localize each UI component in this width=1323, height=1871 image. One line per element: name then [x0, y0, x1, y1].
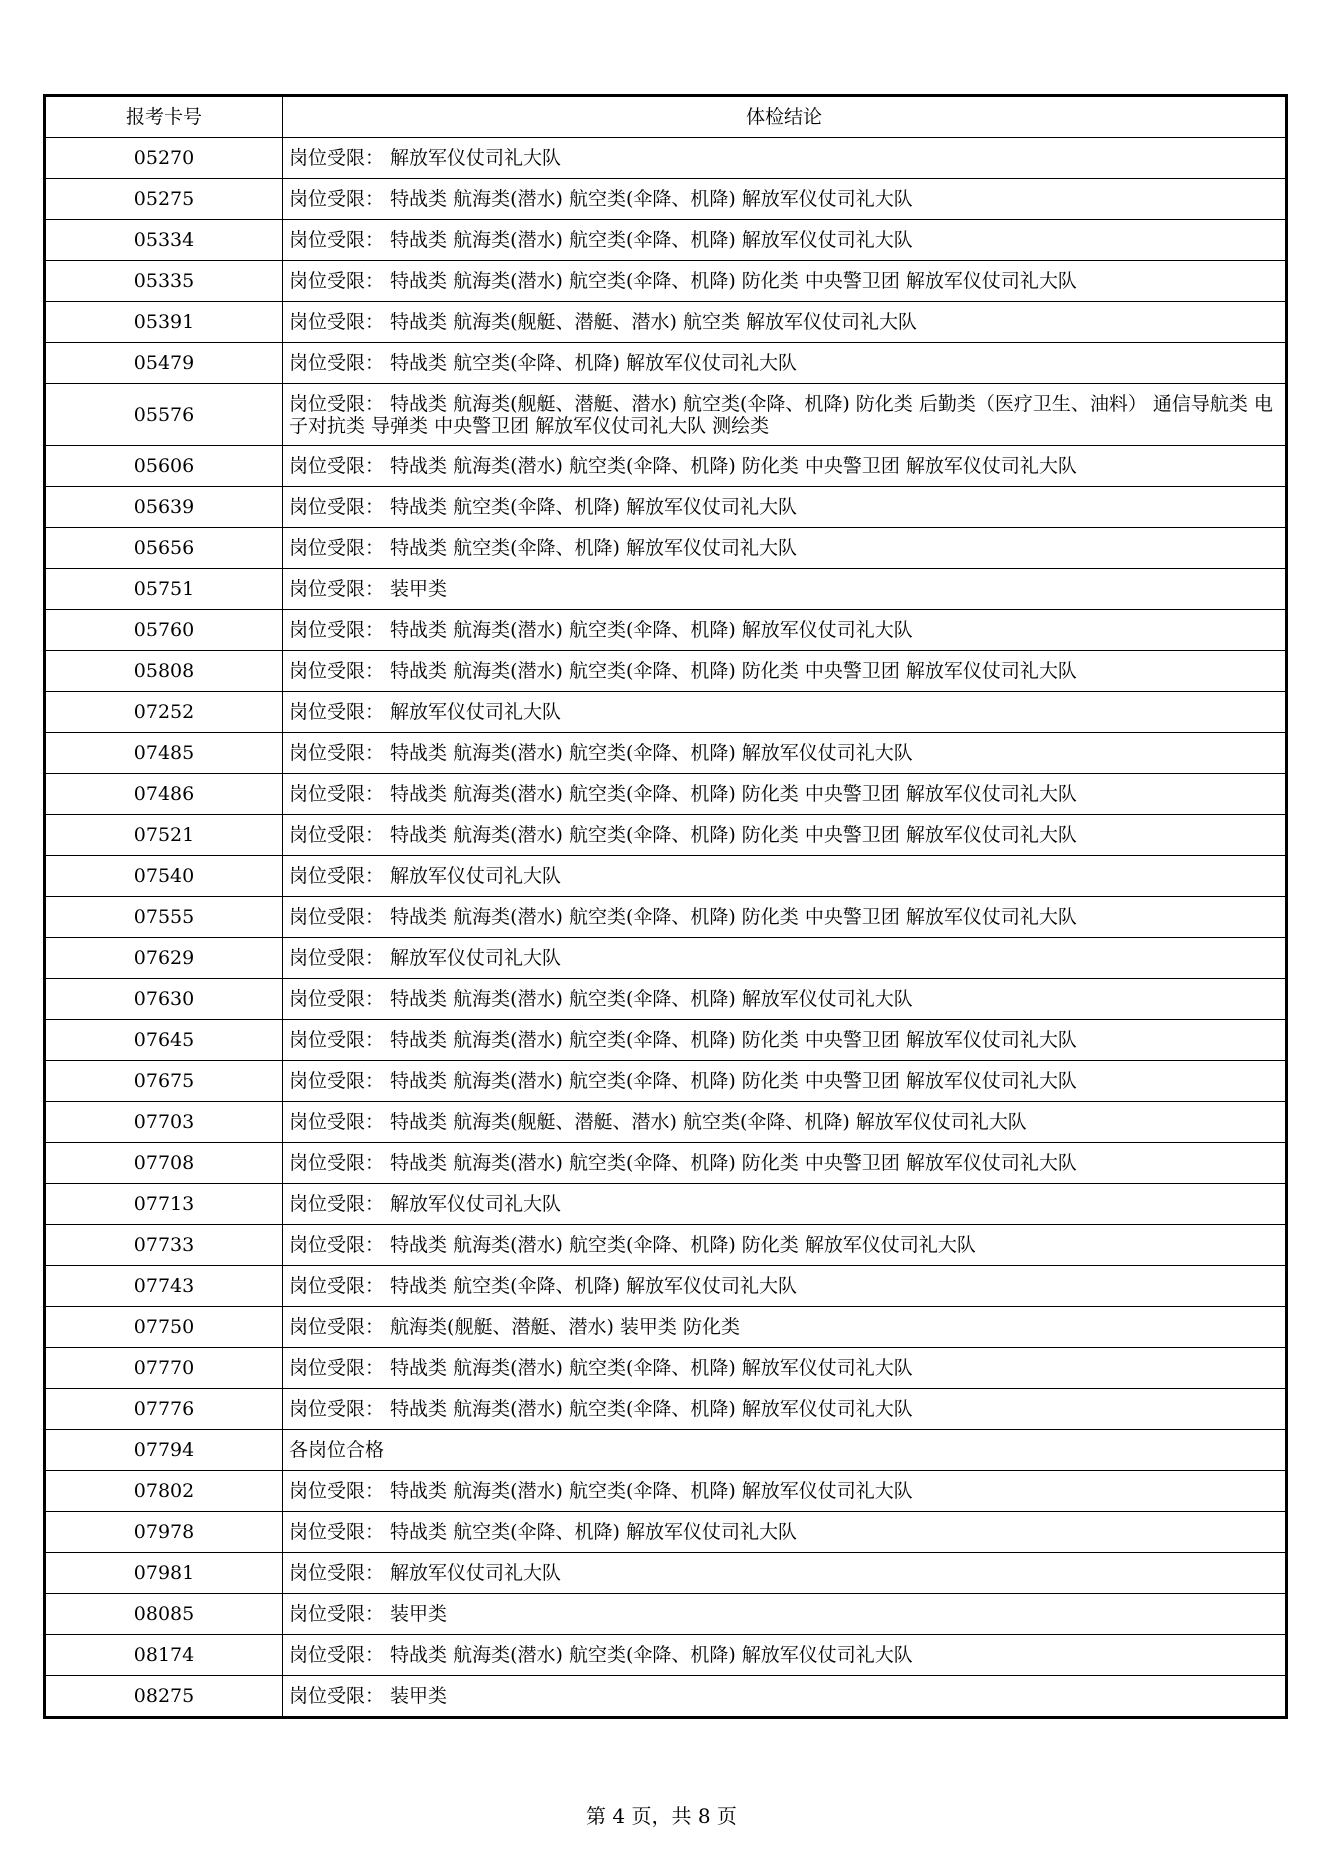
card-number-cell: 05760 [45, 610, 283, 651]
table-row [45, 569, 1287, 610]
conclusion-cell: 岗位受限： 特战类 航海类(潜水) 航空类(伞降、机降) 防化类 解放军仪仗司礼大队 [283, 1225, 1287, 1266]
conclusion-cell: 岗位受限： 解放军仪仗司礼大队 [283, 1553, 1287, 1594]
table-row [45, 1143, 1287, 1184]
conclusion-cell: 岗位受限： 特战类 航空类(伞降、机降) 解放军仪仗司礼大队 [283, 487, 1287, 528]
card-number-cell: 07713 [45, 1184, 283, 1225]
card-number-cell: 07630 [45, 979, 283, 1020]
card-number-cell: 07485 [45, 733, 283, 774]
card-number-cell: 05479 [45, 343, 283, 384]
table-row [45, 261, 1287, 302]
table-row [45, 1594, 1287, 1635]
card-number-cell: 08174 [45, 1635, 283, 1676]
page-footer: 第 4 页，共 8 页 [586, 1804, 737, 1828]
conclusion-cell: 岗位受限： 特战类 航海类(潜水) 航空类(伞降、机降) 防化类 中央警卫团 解放军仪仗司礼大队 [283, 815, 1287, 856]
conclusion-cell: 岗位受限： 装甲类 [283, 1676, 1287, 1718]
card-number-cell: 05751 [45, 569, 283, 610]
card-number-cell: 07645 [45, 1020, 283, 1061]
card-number-cell: 07555 [45, 897, 283, 938]
card-number-cell: 05639 [45, 487, 283, 528]
table-row [45, 1389, 1287, 1430]
conclusion-cell: 岗位受限： 装甲类 [283, 1594, 1287, 1635]
table-row [45, 1430, 1287, 1471]
results-table [43, 94, 1288, 1719]
table-row [45, 815, 1287, 856]
table-row [45, 1225, 1287, 1266]
card-number-cell: 07802 [45, 1471, 283, 1512]
table-row [45, 446, 1287, 487]
table-row [45, 1020, 1287, 1061]
conclusion-cell: 岗位受限： 特战类 航海类(潜水) 航空类(伞降、机降) 防化类 中央警卫团 解放军仪仗司礼大队 [283, 774, 1287, 815]
table-row [45, 179, 1287, 220]
card-number-cell: 05335 [45, 261, 283, 302]
table-row [45, 1061, 1287, 1102]
table-row [45, 774, 1287, 815]
card-number-cell: 07486 [45, 774, 283, 815]
card-number-cell: 05391 [45, 302, 283, 343]
table-row [45, 1184, 1287, 1225]
table-row [45, 1102, 1287, 1143]
card-number-cell: 07733 [45, 1225, 283, 1266]
table-row [45, 938, 1287, 979]
card-number-cell: 07675 [45, 1061, 283, 1102]
conclusion-cell: 岗位受限： 装甲类 [283, 569, 1287, 610]
table-body [45, 138, 1287, 1718]
conclusion-cell: 岗位受限： 特战类 航空类(伞降、机降) 解放军仪仗司礼大队 [283, 343, 1287, 384]
card-number-cell: 08275 [45, 1676, 283, 1718]
conclusion-cell: 岗位受限： 特战类 航海类(潜水) 航空类(伞降、机降) 解放军仪仗司礼大队 [283, 1389, 1287, 1430]
conclusion-cell: 岗位受限： 航海类(舰艇、潜艇、潜水) 装甲类 防化类 [283, 1307, 1287, 1348]
conclusion-cell: 岗位受限： 特战类 航海类(舰艇、潜艇、潜水) 航空类(伞降、机降) 防化类 后勤类（医疗卫生、油料） 通信导航类 电子对抗类 导弹类 中央警卫团 解放军仪仗司礼大队 测绘类 [283, 384, 1287, 446]
table-row [45, 856, 1287, 897]
table-row [45, 220, 1287, 261]
conclusion-cell: 岗位受限： 特战类 航海类(潜水) 航空类(伞降、机降) 解放军仪仗司礼大队 [283, 220, 1287, 261]
card-number-cell: 07978 [45, 1512, 283, 1553]
conclusion-cell: 岗位受限： 特战类 航海类(潜水) 航空类(伞降、机降) 解放军仪仗司礼大队 [283, 1635, 1287, 1676]
conclusion-cell: 岗位受限： 特战类 航海类(潜水) 航空类(伞降、机降) 防化类 中央警卫团 解放军仪仗司礼大队 [283, 1020, 1287, 1061]
header-conclusion: 体检结论 [283, 96, 1287, 138]
table-row [45, 528, 1287, 569]
conclusion-cell: 岗位受限： 解放军仪仗司礼大队 [283, 692, 1287, 733]
table-row [45, 610, 1287, 651]
conclusion-cell: 各岗位合格 [283, 1430, 1287, 1471]
conclusion-cell: 岗位受限： 特战类 航海类(潜水) 航空类(伞降、机降) 防化类 中央警卫团 解放军仪仗司礼大队 [283, 651, 1287, 692]
card-number-cell: 05275 [45, 179, 283, 220]
conclusion-cell: 岗位受限： 特战类 航海类(潜水) 航空类(伞降、机降) 防化类 中央警卫团 解放军仪仗司礼大队 [283, 1143, 1287, 1184]
conclusion-cell: 岗位受限： 特战类 航海类(潜水) 航空类(伞降、机降) 解放军仪仗司礼大队 [283, 733, 1287, 774]
table-row [45, 343, 1287, 384]
conclusion-cell: 岗位受限： 特战类 航空类(伞降、机降) 解放军仪仗司礼大队 [283, 1512, 1287, 1553]
header-card-number: 报考卡号 [45, 96, 283, 138]
card-number-cell: 07252 [45, 692, 283, 733]
conclusion-cell: 岗位受限： 解放军仪仗司礼大队 [283, 1184, 1287, 1225]
table-row [45, 733, 1287, 774]
table-row [45, 651, 1287, 692]
card-number-cell: 05576 [45, 384, 283, 446]
conclusion-cell: 岗位受限： 特战类 航空类(伞降、机降) 解放军仪仗司礼大队 [283, 1266, 1287, 1307]
table-row [45, 1676, 1287, 1718]
table-row [45, 1307, 1287, 1348]
table-row [45, 1512, 1287, 1553]
conclusion-cell: 岗位受限： 特战类 航海类(潜水) 航空类(伞降、机降) 解放军仪仗司礼大队 [283, 610, 1287, 651]
card-number-cell: 07794 [45, 1430, 283, 1471]
card-number-cell: 07629 [45, 938, 283, 979]
card-number-cell: 07770 [45, 1348, 283, 1389]
conclusion-cell: 岗位受限： 特战类 航海类(舰艇、潜艇、潜水) 航空类 解放军仪仗司礼大队 [283, 302, 1287, 343]
conclusion-cell: 岗位受限： 特战类 航空类(伞降、机降) 解放军仪仗司礼大队 [283, 528, 1287, 569]
card-number-cell: 07750 [45, 1307, 283, 1348]
conclusion-cell: 岗位受限： 特战类 航海类(潜水) 航空类(伞降、机降) 解放军仪仗司礼大队 [283, 179, 1287, 220]
card-number-cell: 07521 [45, 815, 283, 856]
card-number-cell: 07708 [45, 1143, 283, 1184]
conclusion-cell: 岗位受限： 特战类 航海类(潜水) 航空类(伞降、机降) 防化类 中央警卫团 解放军仪仗司礼大队 [283, 261, 1287, 302]
card-number-cell: 07743 [45, 1266, 283, 1307]
conclusion-cell: 岗位受限： 解放军仪仗司礼大队 [283, 938, 1287, 979]
card-number-cell: 07703 [45, 1102, 283, 1143]
conclusion-cell: 岗位受限： 特战类 航海类(潜水) 航空类(伞降、机降) 解放军仪仗司礼大队 [283, 1471, 1287, 1512]
conclusion-cell: 岗位受限： 特战类 航海类(潜水) 航空类(伞降、机降) 防化类 中央警卫团 解放军仪仗司礼大队 [283, 1061, 1287, 1102]
table-row [45, 979, 1287, 1020]
card-number-cell: 07776 [45, 1389, 283, 1430]
table-row [45, 1553, 1287, 1594]
table-row [45, 302, 1287, 343]
conclusion-cell: 岗位受限： 特战类 航海类(潜水) 航空类(伞降、机降) 解放军仪仗司礼大队 [283, 979, 1287, 1020]
card-number-cell: 05656 [45, 528, 283, 569]
card-number-cell: 05808 [45, 651, 283, 692]
conclusion-cell: 岗位受限： 特战类 航海类(舰艇、潜艇、潜水) 航空类(伞降、机降) 解放军仪仗司礼大队 [283, 1102, 1287, 1143]
card-number-cell: 07981 [45, 1553, 283, 1594]
card-number-cell: 08085 [45, 1594, 283, 1635]
conclusion-cell: 岗位受限： 特战类 航海类(潜水) 航空类(伞降、机降) 防化类 中央警卫团 解放军仪仗司礼大队 [283, 897, 1287, 938]
table-row [45, 1471, 1287, 1512]
card-number-cell: 07540 [45, 856, 283, 897]
card-number-cell: 05334 [45, 220, 283, 261]
table-row [45, 1348, 1287, 1389]
card-number-cell: 05270 [45, 138, 283, 179]
table-row [45, 692, 1287, 733]
table-row [45, 1266, 1287, 1307]
table-row [45, 384, 1287, 446]
conclusion-cell: 岗位受限： 解放军仪仗司礼大队 [283, 856, 1287, 897]
conclusion-cell: 岗位受限： 特战类 航海类(潜水) 航空类(伞降、机降) 解放军仪仗司礼大队 [283, 1348, 1287, 1389]
table-row [45, 487, 1287, 528]
table-row [45, 138, 1287, 179]
header-row [45, 96, 1287, 138]
conclusion-cell: 岗位受限： 解放军仪仗司礼大队 [283, 138, 1287, 179]
conclusion-cell: 岗位受限： 特战类 航海类(潜水) 航空类(伞降、机降) 防化类 中央警卫团 解放军仪仗司礼大队 [283, 446, 1287, 487]
card-number-cell: 05606 [45, 446, 283, 487]
table-row [45, 1635, 1287, 1676]
table-row [45, 897, 1287, 938]
